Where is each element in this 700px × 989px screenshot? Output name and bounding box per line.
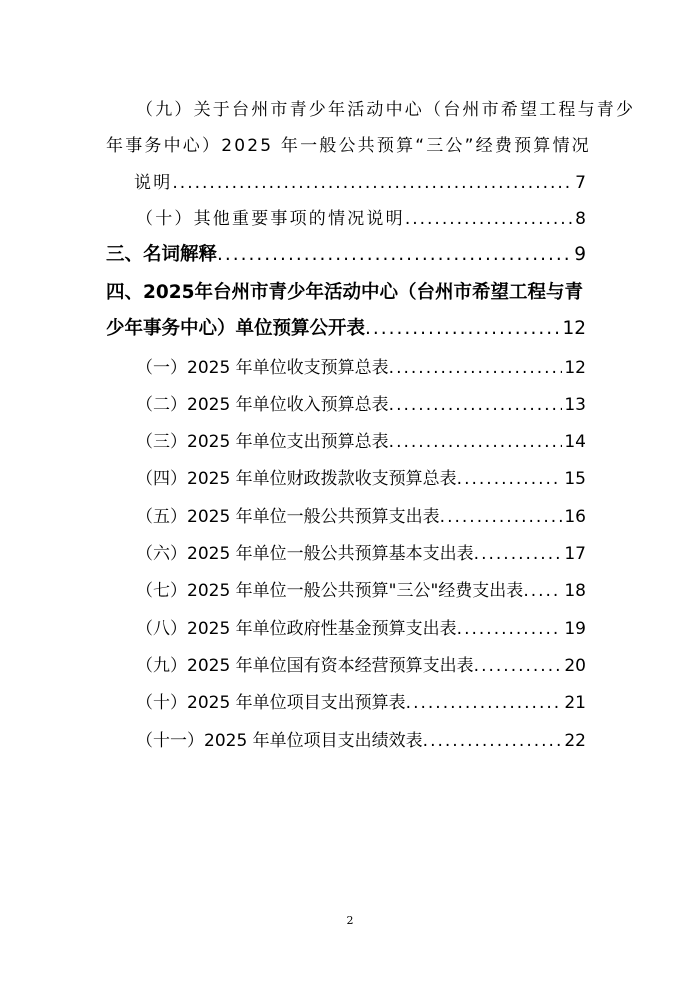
toc-page-number: 14 — [564, 432, 586, 452]
toc-dot-leader — [457, 467, 563, 491]
toc-entry-title: （三）2025 年单位支出预算总表 — [136, 432, 389, 452]
toc-section-4-line1: 四、2025年台州市青少年活动中心（台州市希望工程与青 — [106, 282, 583, 303]
toc-page-number: 12 — [562, 318, 586, 339]
toc-dot-leader — [389, 393, 563, 417]
toc-dot-leader — [217, 243, 572, 267]
toc-page-number: 9 — [574, 244, 586, 265]
toc-dot-leader — [423, 729, 563, 753]
toc-page-number: 22 — [564, 731, 586, 751]
toc-dot-leader — [406, 691, 563, 715]
toc-entry-9-line1: （九）关于台州市青少年活动中心（台州市希望工程与青少 — [136, 100, 636, 120]
toc-page-number: 16 — [564, 507, 586, 527]
toc-page-number: 7 — [575, 173, 586, 193]
toc-dot-leader — [172, 171, 573, 195]
toc-page-number: 17 — [564, 544, 586, 564]
toc-page-number: 18 — [564, 581, 586, 601]
toc-table-entry[interactable] — [136, 691, 586, 715]
toc-dot-leader — [474, 654, 563, 678]
toc-entry-10[interactable] — [136, 207, 586, 231]
toc-entry-title: （一）2025 年单位收支预算总表 — [136, 358, 389, 378]
toc-table-entry[interactable] — [136, 579, 586, 603]
toc-table-entry[interactable] — [136, 356, 586, 380]
toc-dot-leader — [405, 207, 573, 231]
toc-table-entry[interactable] — [136, 393, 586, 417]
toc-table-entry[interactable] — [136, 430, 586, 454]
toc-entry-title: （七）2025 年单位一般公共预算"三公"经费支出表 — [136, 581, 524, 601]
toc-entry-title: （五）2025 年单位一般公共预算支出表 — [136, 507, 440, 527]
page-number: 2 — [346, 914, 354, 927]
toc-entry-9-line2: 年事务中心）2025 年一般公共预算“三公”经费预算情况 — [106, 136, 591, 156]
toc-table-entry[interactable] — [136, 467, 586, 491]
toc-page-number: 21 — [564, 693, 586, 713]
toc-entry-title: （四）2025 年单位财政拨款收支预算总表 — [136, 469, 457, 489]
toc-page-number: 19 — [564, 619, 586, 639]
toc-entry-title: （十一）2025 年单位项目支出绩效表 — [136, 731, 423, 751]
toc-table-entry[interactable] — [136, 617, 586, 641]
toc-dot-leader — [457, 617, 563, 641]
toc-entry-title: （六）2025 年单位一般公共预算基本支出表 — [136, 544, 474, 564]
toc-entry-title: （二）2025 年单位收入预算总表 — [136, 395, 389, 415]
toc-section-3[interactable] — [106, 243, 586, 267]
toc-entry-title: 说明 — [134, 173, 173, 193]
toc-entry-title: （十）其他重要事项的情况说明 — [136, 209, 405, 229]
toc-table-entry[interactable] — [136, 542, 586, 566]
toc-section-title: 三、名词解释 — [106, 244, 218, 265]
toc-dot-leader — [440, 505, 563, 529]
toc-dot-leader — [389, 430, 563, 454]
toc-entry-title: （十）2025 年单位项目支出预算表 — [136, 693, 406, 713]
toc-page-number: 15 — [564, 469, 586, 489]
toc-dot-leader — [389, 356, 563, 380]
toc-page-number: 13 — [564, 395, 586, 415]
toc-dot-leader — [523, 579, 562, 603]
toc-dot-leader — [474, 542, 563, 566]
toc-page-number: 8 — [575, 209, 586, 229]
toc-page-number: 20 — [564, 656, 586, 676]
toc-dot-leader — [365, 317, 560, 341]
toc-table-entry[interactable] — [136, 654, 586, 678]
toc-table-entry[interactable] — [136, 729, 586, 753]
toc-entry-title: （九）2025 年单位国有资本经营预算支出表 — [136, 656, 474, 676]
toc-page-number: 12 — [564, 358, 586, 378]
toc-table-entry[interactable] — [136, 505, 586, 529]
toc-entry-9-line3[interactable] — [134, 171, 586, 195]
toc-section-title: 少年事务中心）单位预算公开表 — [106, 318, 366, 339]
toc-section-4-line2[interactable] — [106, 317, 586, 341]
toc-entry-title: （八）2025 年单位政府性基金预算支出表 — [136, 619, 457, 639]
